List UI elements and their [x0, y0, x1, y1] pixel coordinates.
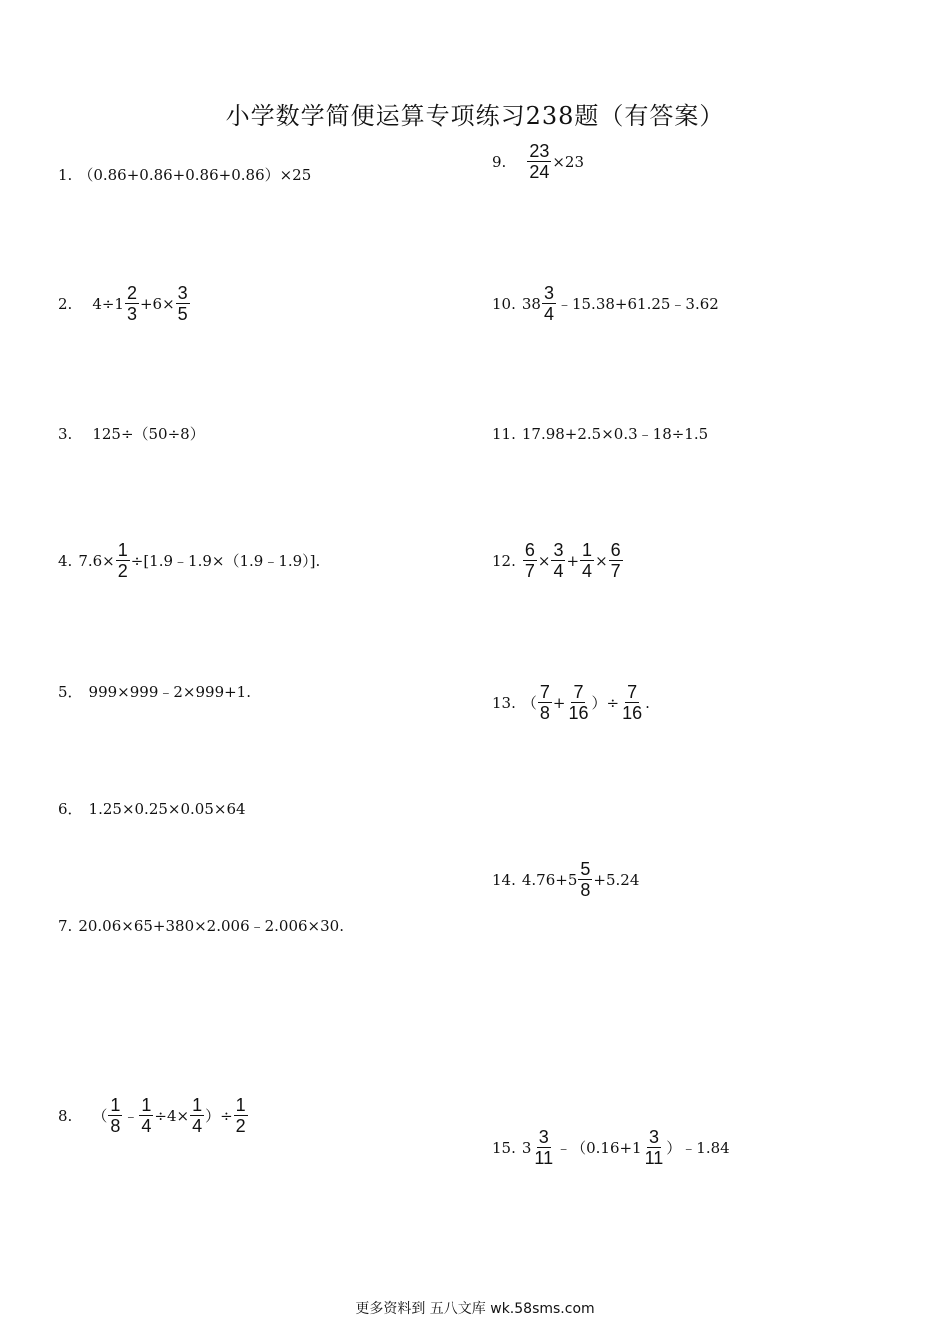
problem-number: 14.	[492, 870, 516, 889]
problem-11	[492, 423, 708, 444]
problem-number: 10.	[492, 294, 516, 313]
page-title: 小学数学简便运算专项练习238题（有答案）	[225, 102, 725, 130]
problem-expression: 999×999﹣2×999+1.	[88, 683, 251, 701]
fraction: $\frac{2}{3}$	[126, 283, 137, 324]
fraction: $\frac{23}{24}$	[529, 141, 550, 182]
fraction: $\frac{3}{11}$	[644, 1127, 664, 1168]
fraction: $\frac{1}{4}$	[141, 1095, 152, 1136]
fraction: $\frac{3}{4}$	[553, 540, 564, 581]
fraction: $\frac{1}{2}$	[117, 540, 128, 581]
problem-5	[58, 681, 251, 702]
problem-number: 8.	[58, 1106, 73, 1125]
problem-7	[58, 915, 344, 936]
problem-8: 8. （ $\frac{1}{8}$ ﹣ $\frac{1}{4}$ ÷4× $\frac{1}{4}$ ）÷ $\frac{1}{2}$	[58, 1095, 246, 1136]
problem-9: 9. $\frac{23}{24}$ ×23	[492, 141, 584, 182]
problem-expression: 20.06×65+380×2.006﹣2.006×30.	[78, 917, 344, 935]
problem-6	[58, 798, 246, 819]
problem-4: 4. 7.6× $\frac{1}{2}$ ÷[1.9﹣1.9×（1.9﹣1.9）].	[58, 540, 321, 581]
problem-14: 14. 4.76+5 $\frac{5}{8}$ +5.24	[492, 859, 640, 900]
problem-number: 2.	[58, 294, 73, 313]
fraction: $\frac{1}{8}$	[110, 1095, 121, 1136]
problem-number: 4.	[58, 551, 73, 570]
fraction: $\frac{3}{4}$	[543, 283, 554, 324]
problem-13: 13. （ $\frac{7}{8}$ + $\frac{7}{16}$ ）÷ $\frac{7}{16}$ .	[492, 682, 650, 723]
problem-12: 12. $\frac{6}{7}$ × $\frac{3}{4}$ + $\frac{1}{4}$ × $\frac{6}{7}$	[492, 540, 621, 581]
problem-15: 15. 3 $\frac{3}{11}$ ﹣（0.16+1 $\frac{3}{11}$ ）﹣1.84	[492, 1127, 730, 1168]
problem-expression: 1.25×0.25×0.05×64	[88, 799, 246, 818]
problem-expression: （0.86+0.86+0.86+0.86）×25	[78, 166, 312, 184]
fraction: $\frac{1}{4}$	[582, 540, 593, 581]
problem-number: 9.	[492, 152, 507, 171]
fraction: $\frac{5}{8}$	[580, 859, 591, 900]
problem-10: 10. 38 $\frac{3}{4}$ ﹣15.38+61.25﹣3.62	[492, 283, 719, 324]
problem-number: 5．	[58, 683, 83, 701]
footer-link-text: 更多资料到 五八文库 wk.58sms.com	[355, 1301, 595, 1317]
problem-number: 15.	[492, 1138, 516, 1157]
problem-2: 2. 4÷1 $\frac{2}{3}$ +6× $\frac{3}{5}$	[58, 283, 188, 324]
fraction: $\frac{6}{7}$	[524, 540, 535, 581]
fraction: $\frac{6}{7}$	[610, 540, 621, 581]
problem-expression: 125÷（50÷8）	[92, 425, 205, 443]
problem-expression: 17.98+2.5×0.3﹣18÷1.5	[521, 425, 709, 443]
problem-3	[58, 423, 205, 444]
problem-number: 1.	[58, 165, 73, 184]
problem-number: 12.	[492, 551, 516, 570]
fraction: $\frac{1}{4}$	[192, 1095, 203, 1136]
problem-number: 11.	[492, 424, 516, 443]
fraction: $\frac{7}{16}$	[622, 682, 643, 723]
problem-number: 7.	[58, 916, 73, 935]
problem-number: 6．	[58, 800, 83, 818]
fraction: $\frac{7}{8}$	[539, 682, 550, 723]
fraction: $\frac{3}{11}$	[534, 1127, 554, 1168]
problem-number: 3.	[58, 424, 73, 443]
fraction: $\frac{7}{16}$	[568, 682, 589, 723]
problem-number: 13.	[492, 693, 516, 712]
fraction: $\frac{3}{5}$	[177, 283, 188, 324]
fraction: $\frac{1}{2}$	[235, 1095, 246, 1136]
problem-1	[58, 164, 311, 185]
